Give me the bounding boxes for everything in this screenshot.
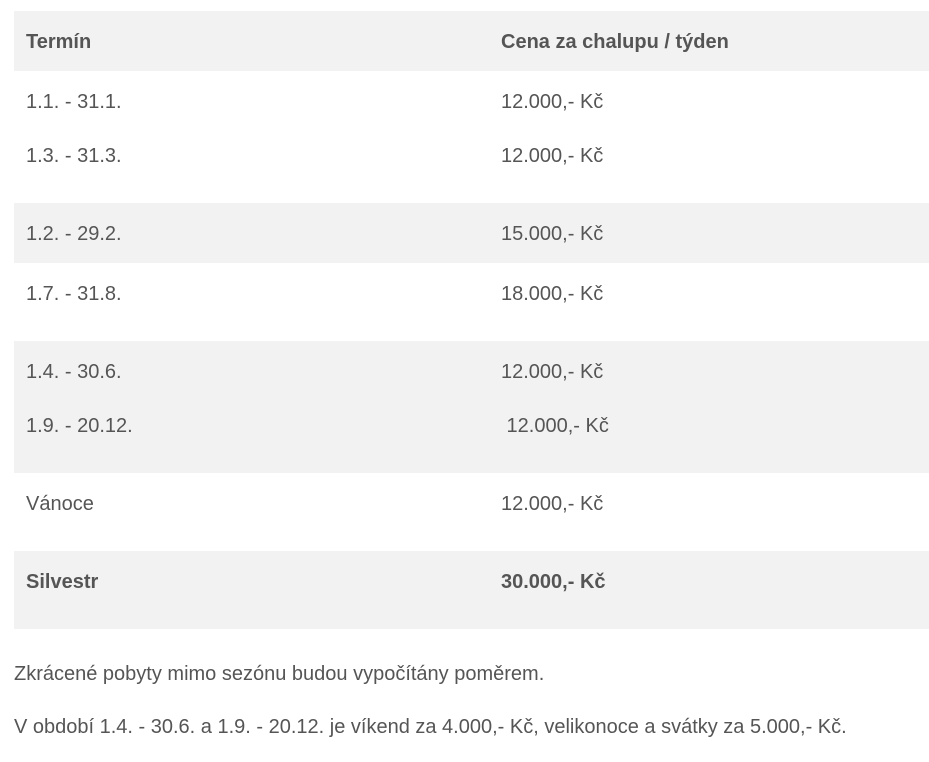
term-cell: 1.2. - 29.2. xyxy=(26,223,122,245)
table-row-group xyxy=(14,71,929,203)
price-cell: 30.000,- Kč xyxy=(501,571,606,593)
term-cell: Vánoce xyxy=(26,493,94,515)
table-row-group xyxy=(14,473,929,551)
table-row-group xyxy=(14,551,929,629)
price-cell: 12.000,- Kč xyxy=(501,415,609,437)
short-stays-note: Zkrácené pobyty mimo sezónu budou vypočítány poměrem. xyxy=(14,663,545,685)
term-cell: 1.4. - 30.6. xyxy=(26,361,122,383)
term-cell: 1.1. - 31.1. xyxy=(26,91,122,113)
term-cell: 1.7. - 31.8. xyxy=(26,283,122,305)
term-cell: 1.3. - 31.3. xyxy=(26,145,122,167)
table-row-group xyxy=(14,263,929,341)
term-cell: 1.9. - 20.12. xyxy=(26,415,133,437)
price-cell: 12.000,- Kč xyxy=(501,361,604,383)
table-row-group xyxy=(14,341,929,473)
weekend-note: V období 1.4. - 30.6. a 1.9. - 20.12. je víkend za 4.000,- Kč, velikonoce a svátky za 5.000,- Kč. xyxy=(14,716,847,738)
price-cell: 18.000,- Kč xyxy=(501,283,604,305)
price-cell: 12.000,- Kč xyxy=(501,91,604,113)
price-cell: 12.000,- Kč xyxy=(501,493,604,515)
price-cell: 12.000,- Kč xyxy=(501,145,604,167)
table-header-row xyxy=(14,11,929,71)
table-row-group xyxy=(14,203,929,263)
term-cell: Silvestr xyxy=(26,571,99,593)
price-cell: 15.000,- Kč xyxy=(501,223,604,245)
price-table xyxy=(14,11,929,629)
header-price: Cena za chalupu / týden xyxy=(501,31,729,53)
header-term: Termín xyxy=(26,31,92,53)
